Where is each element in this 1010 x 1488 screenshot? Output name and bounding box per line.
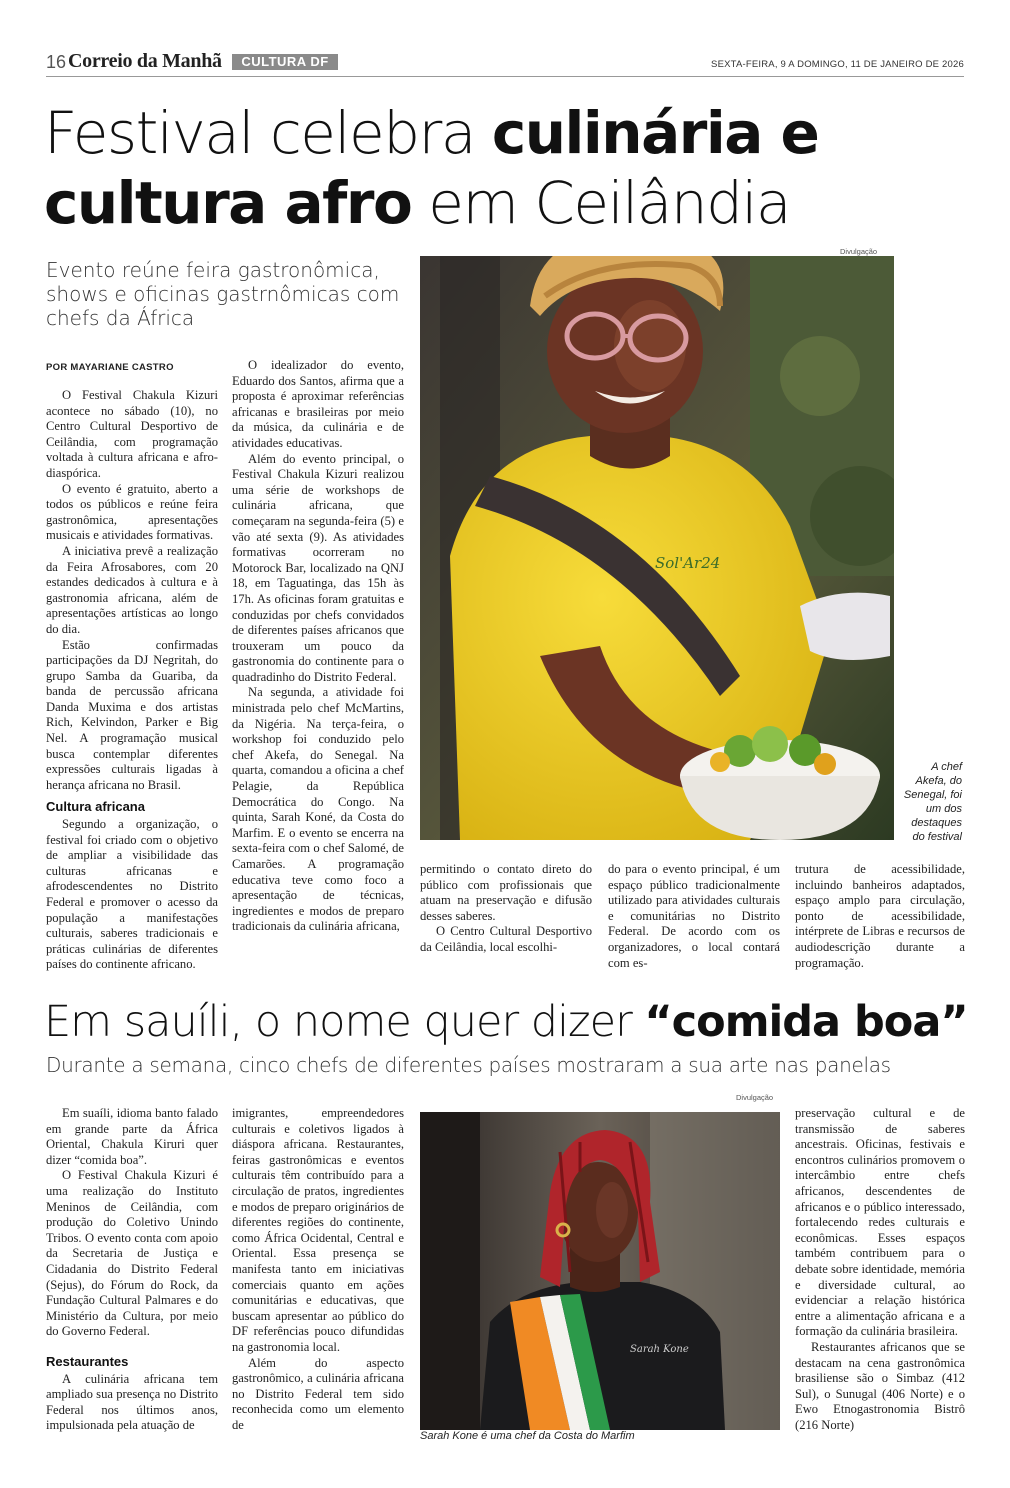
- photo-caption: Sarah Kone é uma chef da Costa do Marfim: [420, 1430, 635, 1442]
- paragraph: O Festival Chakula Kizuri é uma realização do Instituto Meninos de Ceilândia, com produção do Coletivo Unindo Tribos. O evento conta com apoio da Secretaria de Justiça e Cidadania do Distrito Federal (Sejus), do Fórum do Rock, da Fundação Cultural Palmares e do Ministério da Cultura, por meio do Governo Federal.: [46, 1168, 218, 1339]
- paragraph: Estão confirmadas participações da DJ Negritah, do grupo Samba da Guariba, da banda de percussão africana Danda Muxima e dos artistas Rich, Kelvindon, Parker e Big Nel. A programação musical busca contemplar diferentes expressões culturais ligadas à herança africana no Brasil.: [46, 637, 218, 792]
- section-tag: CULTURA DF: [232, 54, 338, 70]
- article2-headline-bold: “comida boa”: [644, 997, 968, 1047]
- photo-credit: Divulgação: [840, 247, 878, 256]
- paragraph: preservação cultural e de transmissão de saberes ancestrais. Oficinas, festivais e encontros culinários promovem o intercâmbio entre chefs africanos, descendentes de africanos e o público interessado, fortalecendo redes culturais e econômicas. Esses espaços também contribuem para o debate sobre identidade, memória e diversidade cultural, ao evidenciar a relação histórica entre a alimentação africana e a formação da culinária brasileira.: [795, 1106, 965, 1339]
- article1-column-5: [795, 862, 965, 971]
- page-number: 16: [46, 52, 67, 72]
- article2-deck: Durante a semana, cinco chefs de diferentes países mostraram a sua arte nas panelas: [46, 1053, 891, 1077]
- paragraph: Além do aspecto gastronômico, a culinária africana no Distrito Federal tem sido reconhecida como um elemento de: [232, 1355, 404, 1432]
- paragraph: A iniciativa prevê a realização da Feira Afrosabores, com 20 estandes dedicados à cultura e à gastronomia africana, além de apresentações artísticas ao longo do dia.: [46, 543, 218, 636]
- paragraph: Na segunda, a atividade foi ministrada pelo chef McMartins, da Nigéria. Na terça-feira, o workshop foi conduzido pelo chef Akefa, do Senegal. Na quarta, comandou a oficina a chef Pelagie, da República Democrática do Congo. Na quinta, Sarah Koné, da Costa do Marfim. E o evento se encerra na sexta-feira com o chef Salomé, de Camarões. A programação educativa teve como foco a apresentação de técnicas, ingredientes e modos de preparo tradicionais da culinária africana,: [232, 685, 404, 934]
- paragraph: O Centro Cultural Desportivo da Ceilândia, local escolhi-: [420, 924, 592, 954]
- photo-caption: A chef Akefa, do Senegal, foi um dos destaques do festival: [903, 761, 962, 843]
- photo-chef-akefa-illustration: [420, 256, 894, 840]
- article2-column-2: [232, 1106, 404, 1433]
- paragraph: Além do evento principal, o Festival Chakula Kizuri realizou uma série de workshops de culinária africana, que começaram na segunda-feira (5) e vão até sexta (9). As atividades formativas ocorreram no Motorock Bar, localizado na QNJ 18, em Taguatinga, das 15h às 17h. As oficinas foram gratuitas e conduzidas por chefs convidados de diferentes países africanos que trouxeram um pouco da gastronomia do continente para o quadradinho do Distrito Federal.: [232, 451, 404, 684]
- article1-column-4: [608, 862, 780, 971]
- photo-chef-sarah-kone: [420, 1112, 780, 1430]
- headline-light-1: Festival celebra: [44, 99, 492, 167]
- headline-line-1: [44, 100, 818, 166]
- paragraph: Em suaíli, idioma banto falado em grande parte da África Oriental, Chakula Kiruri quer dizer “comida boa”.: [46, 1106, 218, 1167]
- article1-column-1: [46, 388, 218, 973]
- article1-column-2: [232, 358, 404, 935]
- subhead-restaurantes: Restaurantes: [46, 1353, 129, 1369]
- paragraph: Restaurantes africanos que se destacam na cena gastronômica brasiliense são o Simbaz (412 Sul), o Sunugal (406 Norte) e o Ewo Etnogastronomia Bistrô (216 Norte): [795, 1339, 965, 1432]
- photo-credit: Divulgação: [736, 1093, 774, 1102]
- paragraph: do para o evento principal, é um espaço público tradicionalmente utilizado para atividades culturais e comunitárias no Distrito Federal. De acordo com os organizadores, o local contará com es-: [608, 862, 780, 970]
- photo-chef-akefa: [420, 256, 894, 840]
- photo-chef-sarah-kone-illustration: [420, 1112, 780, 1430]
- headline-line-2: [44, 170, 790, 236]
- subhead-cultura-africana: Cultura africana: [46, 799, 145, 815]
- paragraph: Segundo a organização, o festival foi criado com o objetivo de ampliar a visibilidade das culturas africanas e afrodescendentes no Distrito Federal e promover o acesso da população a manifestações culturais, saberes tradicionais e práticas culinárias de diferentes países do continente africano.: [46, 817, 218, 972]
- article2-headline-light: Em sauíli, o nome quer dizer: [44, 997, 645, 1047]
- paragraph: O evento é gratuito, aberto a todos os públicos e reúne feira gastronômica, apresentações musicais e atividades formativas.: [46, 481, 218, 543]
- headline-light-2: em Ceilândia: [411, 169, 791, 237]
- paragraph: permitindo o contato direto do público com profissionais que atuam na preservação e difusão desses saberes.: [420, 862, 592, 923]
- article2-column-3: [795, 1106, 965, 1433]
- masthead: Correio da Manhã: [68, 50, 222, 72]
- paragraph: A culinária africana tem ampliado sua presença no Distrito Federal nos últimos anos, impulsionada pela atuação de: [46, 1371, 218, 1433]
- paragraph: O Festival Chakula Kizuri acontece no sábado (10), no Centro Cultural Desportivo de Ceilândia, com programação voltada à cultura africana e afro-diaspórica.: [46, 388, 218, 480]
- paragraph: O idealizador do evento, Eduardo dos Santos, afirma que a proposta é aproximar referências africanas e brasileiras por meio da música, da culinária e de atividades educativas.: [232, 358, 404, 450]
- headline-bold-2: cultura afro: [44, 169, 412, 237]
- byline: POR MAYARIANE CASTRO: [46, 362, 174, 373]
- paragraph: trutura de acessibilidade, incluindo banheiros adaptados, espaço amplo para circulação, ponto de acessibilidade, intérprete de Libras e recursos de audiodescrição durante a programação.: [795, 862, 965, 970]
- jacket-name-text: Sarah Kone: [630, 1344, 689, 1355]
- article2-headline: [44, 996, 968, 1048]
- paragraph: imigrantes, empreendedores culturais e coletivos ligados à diáspora africana. Restaurantes, feiras gastronômicas e eventos culturais têm contribuído para a circulação de pratos, ingredientes e modos de preparo originários de diferentes regiões do continente, como África Ocidental, Central e Oriental. Essa presença se manifesta tanto em iniciativas comerciais quanto em ações comunitárias e educativas, que buscam apresentar ao público do DF referências pouco difundidas na gastronomia local.: [232, 1106, 404, 1354]
- article2-column-1: [46, 1106, 218, 1434]
- article1-deck: Evento reúne feira gastronômica, shows e oficinas gastrnômicas com chefs da África: [46, 258, 400, 330]
- issue-date: SEXTA-FEIRA, 9 A DOMINGO, 11 DE JANEIRO DE 2026: [711, 59, 964, 70]
- headline-bold-1: culinária e: [491, 99, 819, 167]
- header-rule: [46, 76, 964, 77]
- shirt-logo-text: Sol'Ar24: [655, 554, 721, 572]
- article1-column-3: [420, 862, 592, 956]
